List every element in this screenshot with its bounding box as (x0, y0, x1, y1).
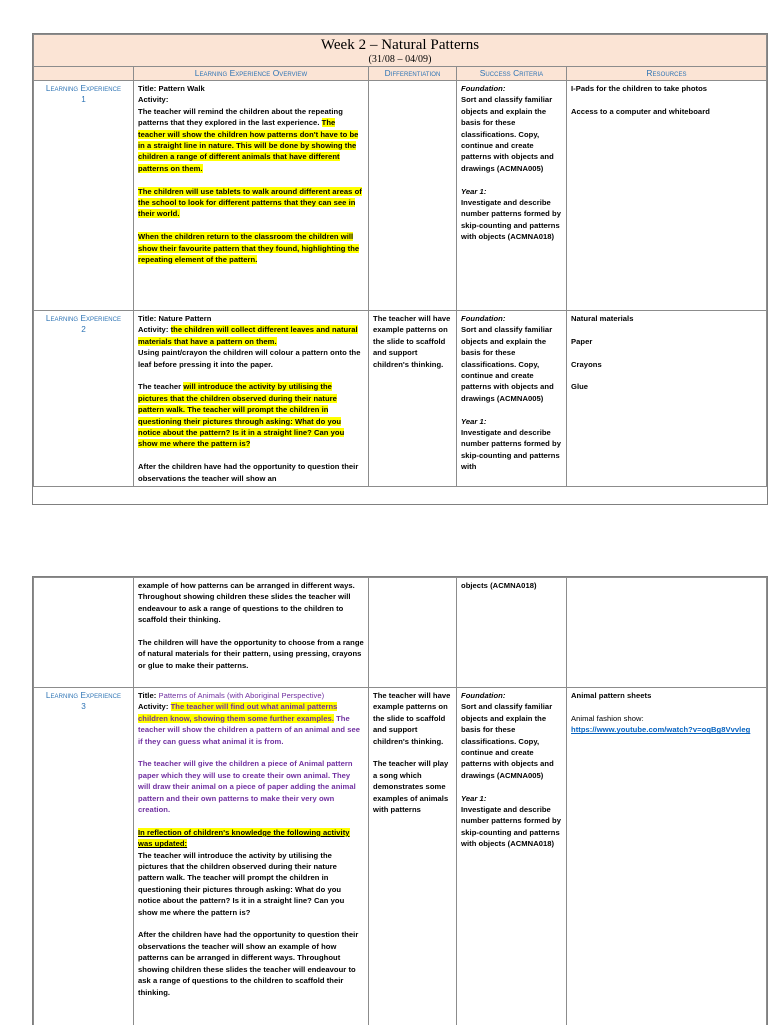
table-row-le2 (34, 311, 767, 487)
cont-overview (134, 578, 369, 688)
cont-resources (567, 578, 767, 688)
le3-success-criteria (457, 688, 567, 1025)
le2-resource-crayons: Crayons (571, 359, 762, 370)
header-success-criteria: Success Criteria (457, 67, 567, 81)
le2-activity-label: Activity: (138, 325, 171, 334)
le1-resource-ipads: I-Pads for the children to take photos (571, 83, 762, 94)
le1-label-text: Learning Experience (46, 84, 121, 93)
le3-label-number: 3 (81, 702, 86, 711)
le2-differentiation: The teacher will have example patterns on the slide to scaffold and support children's thinking. (369, 311, 457, 487)
le3-resources (567, 688, 767, 1025)
le3-foundation-text: Sort and classify familiar objects and explain the basis for these classifications. Copy, continue and create patterns with objects and drawings (ACMNA005) (461, 702, 554, 779)
le3-youtube-link[interactable]: https://www.youtube.com/watch?v=oqBg8Vvvleg (571, 725, 750, 734)
page-2 (32, 576, 768, 1025)
le3-p4-text: After the children have had the opportunity to question their observations the teacher will show an example of how patterns can be arranged in different ways. Throughout showing children these slides the teacher will endeavour to ask a range of questions to the children to scaffold their thinking. (138, 929, 364, 997)
le2-p2-highlight: will introduce the activity by utilising the pictures that the children observed during their nature pattern walk. The teacher will prompt the children in questioning their pictures through asking: What do you notice about the pattern? Is it in a straight line? Can you show me where the pattern is? (138, 382, 344, 448)
cont-success-criteria: objects (ACMNA018) (457, 578, 567, 688)
header-blank (34, 67, 134, 81)
le1-foundation-text: Sort and classify familiar objects and explain the basis for these classifications. Copy, continue and create patterns with objects and drawings (ACMNA005) (461, 95, 554, 172)
cont-p1: example of how patterns can be arranged in different ways. Throughout showing children these slides the teacher will endeavour to ask a range of questions to the children to scaffold their thinking. (138, 580, 364, 626)
le3-year1-label: Year 1: (461, 794, 486, 803)
le1-success-criteria (457, 81, 567, 311)
header-resources: Resources (567, 67, 767, 81)
le2-label-text: Learning Experience (46, 314, 121, 323)
le3-diff-1: The teacher will have example patterns on the slide to scaffold and support children's thinking. (373, 690, 452, 747)
page-1 (32, 33, 768, 505)
le1-p3-highlight: When the children return to the classroom the children will show their favourite pattern that they found, highlighting the repeating element of the pattern. (138, 232, 359, 264)
header-differentiation: Differentiation (369, 67, 457, 81)
le3-resource-fashion-show: Animal fashion show: (571, 714, 644, 723)
cont-differentiation (369, 578, 457, 688)
le3-activity-label: Activity: (138, 702, 171, 711)
le3-activity-text: The teacher will show the children a pattern of an animal and see if they can guess what animal it is from. (138, 714, 360, 746)
le3-label (34, 688, 134, 1025)
le2-resources (567, 311, 767, 487)
le2-p3-text: After the children have had the opportunity to question their observations the teacher will show an (138, 461, 364, 484)
table-row-le2-continued (34, 578, 767, 688)
le1-activity-label: Activity: (138, 95, 168, 104)
le1-foundation-label: Foundation: (461, 84, 505, 93)
le1-overview (134, 81, 369, 311)
le3-foundation-label: Foundation: (461, 691, 505, 700)
le3-p2-text: The teacher will give the children a piece of Animal pattern paper which they will use to create their own animal. They will draw their animal on a piece of paper adding the animal pattern and their own patterns to make their very own creation. (138, 758, 364, 815)
table-row-le1 (34, 81, 767, 311)
le2-title: Title: Nature Pattern (138, 314, 212, 323)
table-row-le3 (34, 688, 767, 1025)
le1-title: Title: Pattern Walk (138, 84, 205, 93)
le1-resource-computer: Access to a computer and whiteboard (571, 106, 762, 117)
le1-year1-text: Investigate and describe number patterns formed by skip-counting and patterns with objects (ACMNA018) (461, 198, 561, 241)
plan-table-1 (33, 34, 767, 487)
le3-title: Patterns of Animals (with Aboriginal Perspective) (158, 691, 324, 700)
cont-p2: The children will have the opportunity to choose from a range of natural materials for their pattern, using pressing, crayons or glue to make their patterns. (138, 637, 364, 671)
le2-activity-text: Using paint/crayon the children will colour a pattern onto the leaf before pressing it into the paper. (138, 348, 361, 368)
le2-success-criteria (457, 311, 567, 487)
le2-resource-natural: Natural materials (571, 313, 762, 324)
title-cell (34, 35, 767, 67)
le2-foundation-label: Foundation: (461, 314, 505, 323)
cont-label (34, 578, 134, 688)
le3-p3-text: The teacher will introduce the activity by utilising the pictures that the children observed during their nature pattern walk. The teacher will prompt the children in questioning their pictures through asking: What do you notice about the pattern? Is it in a straight line? Can you show me where the pattern is? (138, 851, 344, 917)
le1-resources (567, 81, 767, 311)
le2-year1-text: Investigate and describe number patterns formed by skip-counting and patterns with (461, 428, 561, 471)
le1-p1-plain: The teacher will remind the children about the repeating patterns that they explored in the last experience. (138, 107, 343, 127)
le2-label (34, 311, 134, 487)
le1-year1-label: Year 1: (461, 187, 486, 196)
le3-title-label: Title: (138, 691, 158, 700)
le1-differentiation (369, 81, 457, 311)
le2-year1-label: Year 1: (461, 417, 486, 426)
header-overview: Learning Experience Overview (134, 67, 369, 81)
le3-year1-text: Investigate and describe number patterns formed by skip-counting and patterns with objects (ACMNA018) (461, 805, 561, 848)
le3-activity-highlight: The teacher will find out what animal patterns children know, showing them some further examples. (138, 702, 337, 722)
date-range: (31/08 – 04/09) (34, 54, 766, 65)
le1-p2-highlight: The children will use tablets to walk around different areas of the school to look for different patterns that they can see in their world. (138, 187, 362, 219)
le2-p2-plain: The teacher (138, 382, 183, 391)
le1-label (34, 81, 134, 311)
page-title: Week 2 – Natural Patterns (34, 37, 766, 54)
le2-overview (134, 311, 369, 487)
le2-label-number: 2 (81, 325, 86, 334)
le2-resource-paper: Paper (571, 336, 762, 347)
le3-label-text: Learning Experience (46, 691, 121, 700)
le3-diff-2: The teacher will play a song which demonstrates some examples of animals with patterns (373, 758, 452, 815)
plan-table-2 (33, 577, 767, 1025)
le1-p1-highlight: The teacher will show the children how patterns don't have to be in a straight line in nature. This will be done by showing the children a range of different animals that have different patterns on them. (138, 118, 358, 173)
le3-resource-sheets: Animal pattern sheets (571, 690, 762, 701)
le2-activity-highlight: the children will collect different leaves and natural materials that have a pattern on them. (138, 325, 358, 345)
le2-foundation-text: Sort and classify familiar objects and explain the basis for these classifications. Copy, continue and create patterns with objects and drawings (ACMNA005) (461, 325, 554, 402)
le1-label-number: 1 (81, 95, 86, 104)
le3-differentiation (369, 688, 457, 1025)
le3-overview (134, 688, 369, 1025)
le3-reflection-note: In reflection of children's knowledge the following activity was updated: (138, 828, 350, 848)
le2-resource-glue: Glue (571, 381, 762, 392)
